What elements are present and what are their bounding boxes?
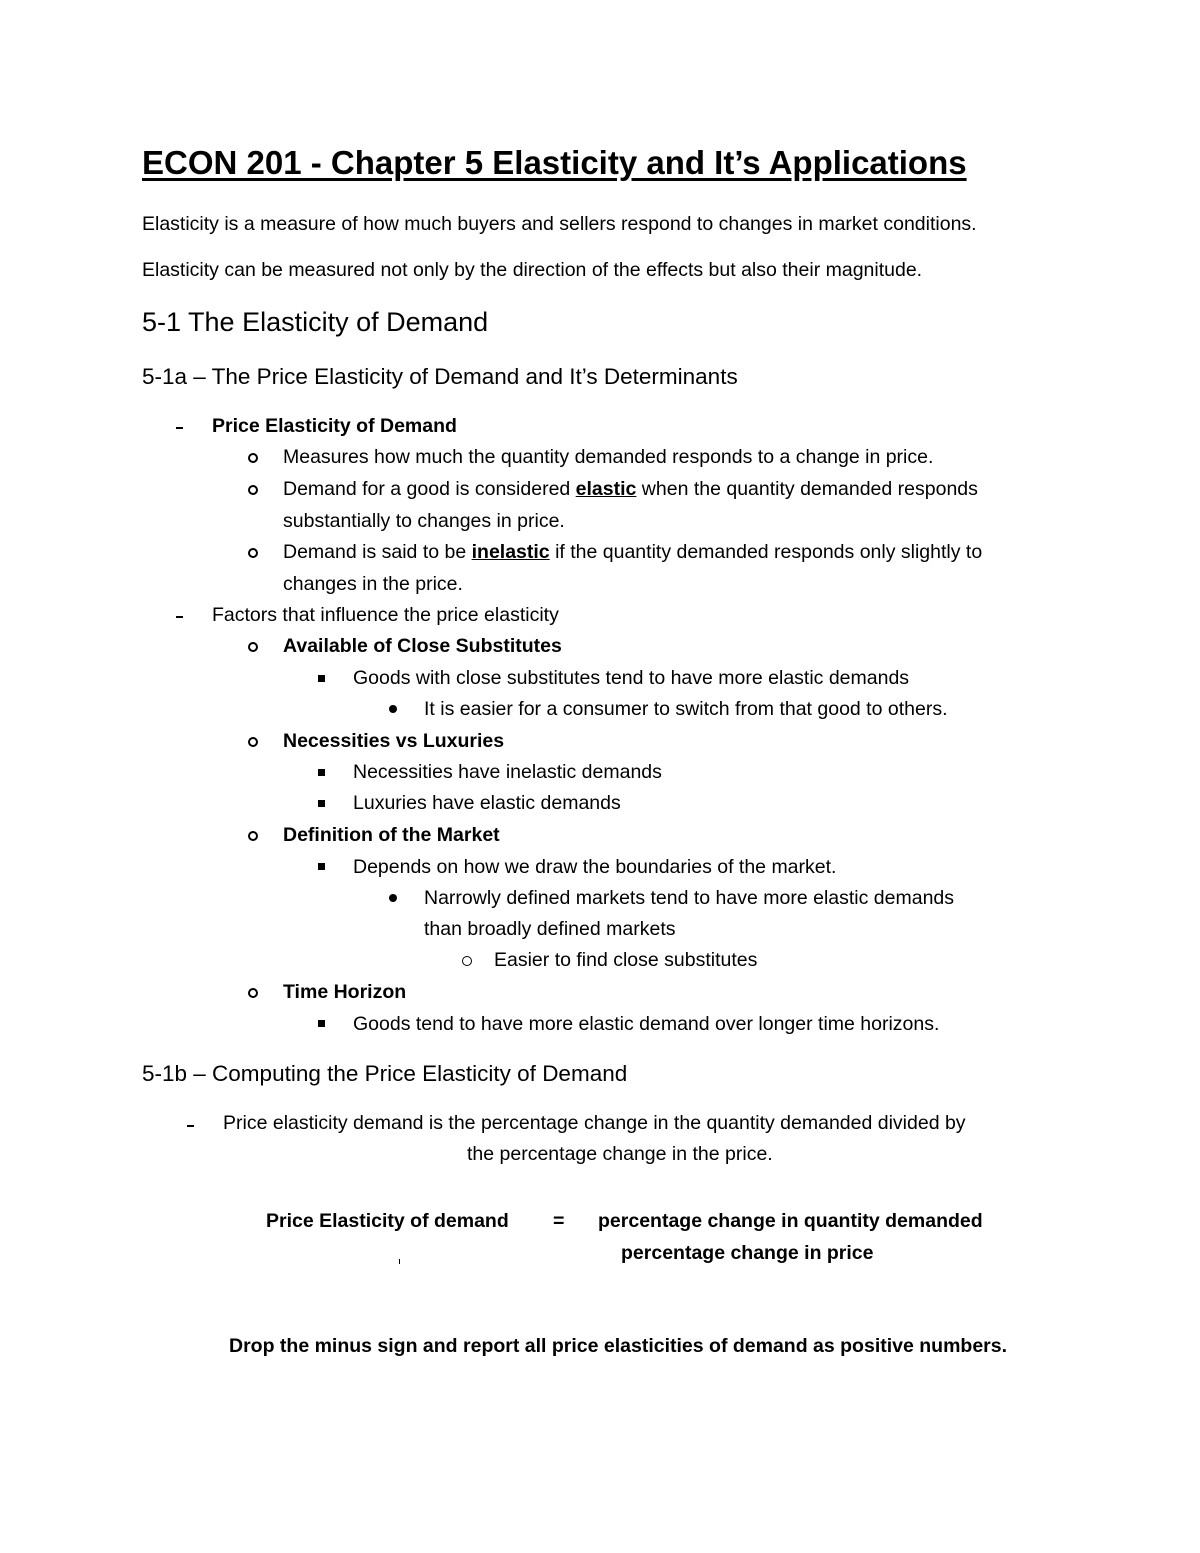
definition-line-2: the percentage change in the price.	[467, 1143, 773, 1165]
list-item-time-horizon: Goods tend to have more elastic demand over longer time horizons.	[353, 1013, 940, 1035]
term-elastic: elastic	[575, 478, 637, 500]
list-item-luxuries: Luxuries have elastic demands	[353, 792, 621, 814]
dot-bullet-icon	[389, 705, 397, 713]
square-bullet-icon	[318, 1020, 325, 1027]
text-fragment: when the quantity demanded responds	[636, 478, 978, 500]
document-title: ECON 201 - Chapter 5 Elasticity and It’s Applications	[142, 144, 967, 181]
formula-equals: =	[553, 1210, 565, 1232]
note-drop-minus-sign: Drop the minus sign and report all price elasticities of demand as positive numbers.	[229, 1335, 1008, 1357]
subsection-heading-5-1a: 5-1a – The Price Elasticity of Demand and It’s Determinants	[142, 364, 738, 389]
term-inelastic: inelastic	[471, 541, 550, 563]
circle-bullet-icon	[248, 548, 258, 558]
list-item-factors: Factors that influence the price elasticity	[212, 604, 559, 626]
text-fragment: if the quantity demanded responds only slightly to	[549, 541, 983, 563]
stray-mark	[399, 1259, 400, 1264]
list-item-narrow-markets-continued: than broadly defined markets	[424, 918, 676, 940]
list-item-narrow-markets: Narrowly defined markets tend to have more elastic demands	[424, 887, 955, 909]
factor-necessities-luxuries: Necessities vs Luxuries	[283, 730, 505, 752]
definition-line-1: Price elasticity demand is the percentage change in the quantity demanded divided by	[223, 1112, 966, 1134]
dash-bullet-icon	[187, 1125, 194, 1127]
circle-bullet-icon	[248, 453, 258, 463]
text-fragment: Demand is said to be	[283, 541, 472, 563]
list-item-easier-substitutes: Easier to find close substitutes	[494, 949, 758, 971]
list-item-inelastic	[283, 541, 982, 564]
list-item-elastic-continued: substantially to changes in price.	[283, 510, 565, 532]
list-item-switch: It is easier for a consumer to switch from that good to others.	[424, 698, 948, 720]
circle-bullet-icon	[248, 988, 258, 998]
square-bullet-icon	[318, 863, 325, 870]
circle-bullet-icon	[248, 831, 258, 841]
circle-bullet-icon	[248, 642, 258, 652]
section-heading-5-1: 5-1 The Elasticity of Demand	[142, 307, 489, 337]
circle-bullet-icon	[248, 485, 258, 495]
subsection-heading-5-1b: 5-1b – Computing the Price Elasticity of Demand	[142, 1061, 628, 1086]
list-item-price-elasticity: Price Elasticity of Demand	[212, 415, 457, 437]
dash-bullet-icon	[176, 616, 183, 618]
list-item-measures: Measures how much the quantity demanded responds to a change in price.	[283, 446, 934, 468]
circle-bullet-icon	[462, 956, 472, 966]
dot-bullet-icon	[389, 894, 397, 902]
intro-paragraph-2: Elasticity can be measured not only by the direction of the effects but also their magnitude.	[142, 259, 923, 281]
square-bullet-icon	[318, 675, 325, 682]
list-item-close-substitutes: Goods with close substitutes tend to have more elastic demands	[353, 667, 910, 689]
factor-close-substitutes: Available of Close Substitutes	[283, 635, 562, 657]
list-item-necessities: Necessities have inelastic demands	[353, 761, 662, 783]
square-bullet-icon	[318, 769, 325, 776]
circle-bullet-icon	[248, 737, 258, 747]
square-bullet-icon	[318, 800, 325, 807]
formula-lhs: Price Elasticity of demand	[266, 1210, 509, 1232]
dash-bullet-icon	[176, 427, 183, 429]
factor-time-horizon: Time Horizon	[283, 981, 407, 1003]
formula-denominator: percentage change in price	[621, 1242, 874, 1264]
formula-numerator: percentage change in quantity demanded	[598, 1210, 983, 1232]
list-item-boundaries: Depends on how we draw the boundaries of the market.	[353, 856, 837, 878]
text-fragment: Demand for a good is considered	[283, 478, 576, 500]
factor-market-definition: Definition of the Market	[283, 824, 500, 846]
list-item-inelastic-continued: changes in the price.	[283, 573, 463, 595]
intro-paragraph-1: Elasticity is a measure of how much buyers and sellers respond to changes in market conditions.	[142, 213, 977, 235]
list-item-elastic	[283, 478, 978, 501]
